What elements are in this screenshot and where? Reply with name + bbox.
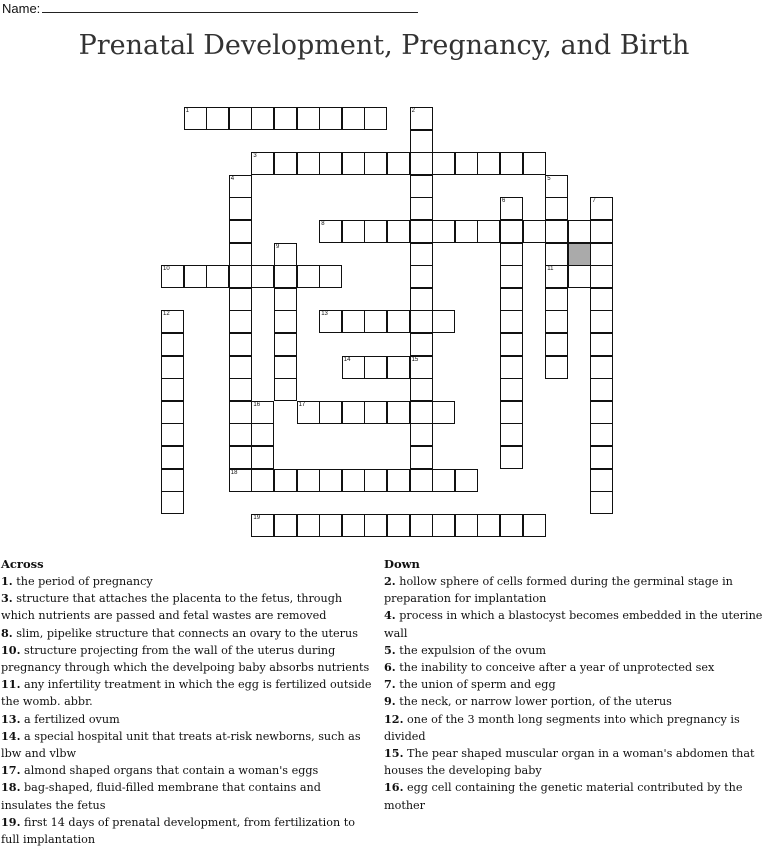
across-clues <box>1 556 374 848</box>
grid-cell[interactable] <box>477 514 500 537</box>
clue-item-number: 6. <box>384 660 396 675</box>
grid-cell[interactable] <box>229 243 252 266</box>
grid-cell[interactable] <box>500 310 523 333</box>
clue-item <box>1 814 374 848</box>
grid-cell[interactable] <box>568 220 591 243</box>
clue-item <box>1 590 374 624</box>
down-heading: Down <box>384 557 420 571</box>
grid-cell[interactable] <box>229 356 252 379</box>
grid-cell[interactable] <box>161 446 184 469</box>
grid-cell[interactable] <box>229 378 252 401</box>
clue-item-number: 9. <box>384 694 396 709</box>
grid-cell[interactable] <box>319 152 342 175</box>
clue-number: 14 <box>343 356 351 363</box>
grid-cell[interactable] <box>251 265 274 288</box>
grid-cell[interactable] <box>545 197 568 220</box>
grid-cell[interactable] <box>500 378 523 401</box>
grid-cell[interactable] <box>545 310 568 333</box>
grid-cell[interactable] <box>319 107 342 130</box>
clue-item-number: 15. <box>384 746 404 761</box>
grid-cell[interactable] <box>590 423 613 446</box>
grid-cell[interactable] <box>364 152 387 175</box>
grid-cell[interactable] <box>590 243 613 266</box>
grid-cell[interactable] <box>297 514 320 537</box>
grid-cell[interactable] <box>251 514 274 537</box>
grid-cell[interactable] <box>545 265 568 288</box>
grid-cell[interactable] <box>432 152 455 175</box>
clue-item <box>1 676 374 710</box>
grid-cell[interactable] <box>229 220 252 243</box>
grid-cell[interactable] <box>590 197 613 220</box>
grid-cell[interactable] <box>297 265 320 288</box>
clue-item-number: 8. <box>1 625 13 640</box>
clue-number: 18 <box>230 469 238 476</box>
clue-number: 3 <box>253 153 257 160</box>
clue-item-number: 19. <box>1 814 21 829</box>
grid-cell[interactable] <box>500 220 523 243</box>
clue-item-number: 13. <box>1 711 21 726</box>
clue-item-text: egg cell containing the genetic material contributed by the mother <box>384 781 743 812</box>
clue-item-text: The pear shaped muscular organ in a woman's abdomen that houses the developing baby <box>384 747 755 778</box>
grid-cell[interactable] <box>410 514 433 537</box>
clue-number: 13 <box>321 311 328 318</box>
grid-cell[interactable] <box>410 356 433 379</box>
clue-item-number: 3. <box>1 591 13 606</box>
grid-cell[interactable] <box>161 333 184 356</box>
clue-item-text: process in which a blastocyst becomes embedded in the uterine wall <box>384 609 763 640</box>
grid-cell[interactable] <box>590 288 613 311</box>
clue-item <box>384 693 766 710</box>
clue-number: 11 <box>547 266 554 273</box>
grid-cell[interactable] <box>319 401 342 424</box>
clue-number: 5 <box>547 175 551 182</box>
clue-item <box>384 573 766 607</box>
grid-cell[interactable] <box>229 446 252 469</box>
clue-item <box>1 625 374 642</box>
clue-item-number: 2. <box>384 574 396 588</box>
grid-cell[interactable] <box>410 401 433 424</box>
grid-cell[interactable] <box>410 265 433 288</box>
clue-item-number: 1. <box>1 574 13 588</box>
grid-cell[interactable] <box>387 152 410 175</box>
grid-cell[interactable] <box>229 423 252 446</box>
grid-cell[interactable] <box>229 469 252 492</box>
grid-cell[interactable] <box>319 469 342 492</box>
clue-item <box>384 642 766 659</box>
grid-cell[interactable] <box>387 514 410 537</box>
clue-item <box>1 728 374 762</box>
grid-cell[interactable] <box>500 401 523 424</box>
down-clue-list <box>384 573 766 814</box>
clue-item-text: the expulsion of the ovum <box>395 643 546 657</box>
grid-cell[interactable] <box>500 197 523 220</box>
grid-cell[interactable] <box>590 220 613 243</box>
clue-number: 6 <box>502 198 506 205</box>
clue-number: 19 <box>253 514 261 521</box>
grid-cell[interactable] <box>410 243 433 266</box>
grid-cell[interactable] <box>545 333 568 356</box>
grid-cell[interactable] <box>500 265 523 288</box>
grid-cell[interactable] <box>251 423 274 446</box>
clue-item-text: a special hospital unit that treats at-risk newborns, such as lbw and vlbw <box>1 729 361 761</box>
clue-item <box>384 676 766 693</box>
grid-cell[interactable] <box>410 107 433 130</box>
grid-cell[interactable] <box>274 333 297 356</box>
grid-cell[interactable] <box>229 310 252 333</box>
grid-cell[interactable] <box>161 356 184 379</box>
clue-item-text: the union of sperm and egg <box>395 678 556 692</box>
grid-cell[interactable] <box>342 152 365 175</box>
clue-item-number: 4. <box>384 608 396 623</box>
clue-item <box>384 745 766 779</box>
clue-item-text: bag-shaped, fluid-filled membrane that contains and insulates the fetus <box>1 781 321 812</box>
grid-cell[interactable] <box>545 288 568 311</box>
grid-cell[interactable] <box>545 243 568 266</box>
clue-item-text: first 14 days of prenatal development, from fertilization to full implantation <box>1 815 355 847</box>
across-clue-list <box>1 573 374 848</box>
grid-cell[interactable] <box>297 107 320 130</box>
grid-cell[interactable] <box>500 243 523 266</box>
grid-cell[interactable] <box>251 107 274 130</box>
grid-cell[interactable] <box>229 265 252 288</box>
grid-cell[interactable] <box>161 310 184 333</box>
clue-item-number: 7. <box>384 677 396 692</box>
grid-cell[interactable] <box>229 107 252 130</box>
grid-cell[interactable] <box>251 446 274 469</box>
grid-cell[interactable] <box>251 401 274 424</box>
clue-number: 15 <box>411 356 419 363</box>
grid-cell[interactable] <box>161 265 184 288</box>
shaded-cell <box>568 243 591 266</box>
grid-cell[interactable] <box>274 265 297 288</box>
grid-cell[interactable] <box>500 423 523 446</box>
grid-cell[interactable] <box>184 107 207 130</box>
grid-cell[interactable] <box>432 401 455 424</box>
grid-cell[interactable] <box>206 107 229 130</box>
grid-cell[interactable] <box>274 469 297 492</box>
grid-cell[interactable] <box>342 356 365 379</box>
down-clues <box>384 556 766 814</box>
grid-cell[interactable] <box>342 220 365 243</box>
grid-cell[interactable] <box>387 401 410 424</box>
grid-cell[interactable] <box>297 401 320 424</box>
grid-cell[interactable] <box>432 310 455 333</box>
grid-cell[interactable] <box>229 197 252 220</box>
grid-cell[interactable] <box>364 356 387 379</box>
clue-number: 17 <box>298 401 306 408</box>
grid-cell[interactable] <box>410 288 433 311</box>
grid-cell[interactable] <box>410 130 433 153</box>
grid-cell[interactable] <box>590 469 613 492</box>
clue-item <box>384 711 766 745</box>
grid-cell[interactable] <box>455 220 478 243</box>
grid-cell[interactable] <box>364 469 387 492</box>
clue-item <box>1 762 374 779</box>
clue-number: 4 <box>230 175 235 182</box>
grid-cell[interactable] <box>387 356 410 379</box>
name-label: Name: <box>2 1 41 16</box>
grid-cell[interactable] <box>274 378 297 401</box>
clue-item <box>384 607 766 641</box>
grid-cell[interactable] <box>161 401 184 424</box>
grid-cell[interactable] <box>364 107 387 130</box>
clue-item <box>1 573 374 590</box>
grid-cell[interactable] <box>500 288 523 311</box>
grid-cell[interactable] <box>590 446 613 469</box>
grid-cell[interactable] <box>229 401 252 424</box>
clue-number: 7 <box>592 198 596 205</box>
grid-cell[interactable] <box>590 401 613 424</box>
grid-cell[interactable] <box>410 469 433 492</box>
grid-cell[interactable] <box>410 310 433 333</box>
grid-cell[interactable] <box>500 333 523 356</box>
grid-cell[interactable] <box>342 469 365 492</box>
clue-item-number: 18. <box>1 780 21 795</box>
grid-cell[interactable] <box>500 356 523 379</box>
clue-item <box>1 779 374 813</box>
grid-cell[interactable] <box>319 514 342 537</box>
grid-cell[interactable] <box>319 310 342 333</box>
grid-cell[interactable] <box>568 265 591 288</box>
grid-cell[interactable] <box>364 401 387 424</box>
clue-item-number: 12. <box>384 711 404 726</box>
grid-cell[interactable] <box>590 491 613 514</box>
clue-number: 10 <box>163 266 170 273</box>
grid-cell[interactable] <box>523 514 546 537</box>
grid-cell[interactable] <box>206 265 229 288</box>
grid-cell[interactable] <box>432 220 455 243</box>
page-title: Prenatal Development, Pregnancy, and Birth <box>78 30 690 61</box>
clue-item-number: 5. <box>384 642 396 657</box>
grid-cell[interactable] <box>545 175 568 198</box>
grid-cell[interactable] <box>342 107 365 130</box>
grid-cell[interactable] <box>432 514 455 537</box>
grid-cell[interactable] <box>297 469 320 492</box>
grid-cell[interactable] <box>410 197 433 220</box>
clue-item-text: slim, pipelike structure that connects an ovary to the uterus <box>12 626 358 640</box>
grid-cell[interactable] <box>500 514 523 537</box>
across-heading: Across <box>1 557 44 571</box>
grid-cell[interactable] <box>229 333 252 356</box>
grid-cell[interactable] <box>161 469 184 492</box>
grid-cell[interactable] <box>319 220 342 243</box>
clue-item-text: structure projecting from the wall of the uterus during pregnancy through which the develpoing baby absorbs nutrients <box>1 643 370 675</box>
grid-cell[interactable] <box>364 514 387 537</box>
grid-cell[interactable] <box>410 152 433 175</box>
grid-cell[interactable] <box>410 423 433 446</box>
grid-cell[interactable] <box>455 469 478 492</box>
clue-item <box>1 642 374 676</box>
grid-cell[interactable] <box>590 378 613 401</box>
clue-number: 8 <box>321 221 325 227</box>
clue-item-text: a fertilized ovum <box>20 712 120 726</box>
clue-item <box>1 711 374 728</box>
grid-cell[interactable] <box>500 152 523 175</box>
grid-cell[interactable] <box>342 401 365 424</box>
grid-cell[interactable] <box>297 152 320 175</box>
grid-cell[interactable] <box>274 152 297 175</box>
grid-cell[interactable] <box>364 310 387 333</box>
grid-cell[interactable] <box>523 220 546 243</box>
grid-cell[interactable] <box>455 152 478 175</box>
grid-cell[interactable] <box>161 491 184 514</box>
clue-item-number: 14. <box>1 728 21 743</box>
grid-cell[interactable] <box>410 220 433 243</box>
clue-item-number: 16. <box>384 780 404 795</box>
grid-cell[interactable] <box>545 356 568 379</box>
clue-number: 2 <box>411 108 415 114</box>
grid-cell[interactable] <box>229 288 252 311</box>
clue-number: 1 <box>185 108 189 114</box>
grid-cell[interactable] <box>274 356 297 379</box>
clue-item-text: the neck, or narrow lower portion, of the uterus <box>395 695 672 709</box>
grid-cell[interactable] <box>455 514 478 537</box>
grid-cell[interactable] <box>342 514 365 537</box>
grid-cell[interactable] <box>410 446 433 469</box>
grid-cell[interactable] <box>410 333 433 356</box>
clue-item <box>384 779 766 813</box>
clue-item-text: the inability to conceive after a year of unprotected sex <box>395 661 715 675</box>
grid-cell[interactable] <box>477 152 500 175</box>
clue-item-number: 10. <box>1 642 21 657</box>
clue-item-text: structure that attaches the placenta to the fetus, through which nutrients are passed and fetal wastes are removed <box>1 592 343 623</box>
clue-number: 9 <box>276 243 280 250</box>
grid-cell[interactable] <box>274 107 297 130</box>
grid-cell[interactable] <box>387 469 410 492</box>
grid-cell[interactable] <box>274 310 297 333</box>
grid-cell[interactable] <box>184 265 207 288</box>
grid-cell[interactable] <box>342 310 365 333</box>
clue-item-text: one of the 3 month long segments into which pregnancy is divided <box>384 712 740 743</box>
clue-item-text: almond shaped organs that contain a woman's eggs <box>20 764 319 778</box>
grid-cell[interactable] <box>590 356 613 379</box>
grid-cell[interactable] <box>477 220 500 243</box>
grid-cell[interactable] <box>274 288 297 311</box>
grid-cell[interactable] <box>523 152 546 175</box>
grid-cell[interactable] <box>251 152 274 175</box>
clue-item-text: any infertility treatment in which the egg is fertilized outside the womb. abbr. <box>1 678 372 709</box>
grid-cell[interactable] <box>590 265 613 288</box>
grid-cell[interactable] <box>545 220 568 243</box>
grid-cell[interactable] <box>387 220 410 243</box>
grid-cell[interactable] <box>590 310 613 333</box>
grid-cell[interactable] <box>229 175 252 198</box>
grid-cell[interactable] <box>410 378 433 401</box>
grid-cell[interactable] <box>590 333 613 356</box>
grid-cell[interactable] <box>251 469 274 492</box>
clue-item-text: the period of pregnancy <box>12 575 153 588</box>
grid-cell[interactable] <box>161 423 184 446</box>
grid-cell[interactable] <box>274 243 297 266</box>
clue-number: 12 <box>163 311 170 318</box>
grid-cell[interactable] <box>161 378 184 401</box>
grid-cell[interactable] <box>500 446 523 469</box>
clue-item-number: 17. <box>1 763 21 778</box>
grid-cell[interactable] <box>364 220 387 243</box>
grid-cell[interactable] <box>410 175 433 198</box>
clue-item <box>384 659 766 676</box>
clue-number: 16 <box>253 401 261 408</box>
grid-cell[interactable] <box>274 514 297 537</box>
grid-cell[interactable] <box>387 310 410 333</box>
clue-item-text: hollow sphere of cells formed during the germinal stage in preparation for implantation <box>384 575 733 606</box>
grid-cell[interactable] <box>432 469 455 492</box>
grid-cell[interactable] <box>319 265 342 288</box>
clue-item-number: 11. <box>1 677 21 692</box>
